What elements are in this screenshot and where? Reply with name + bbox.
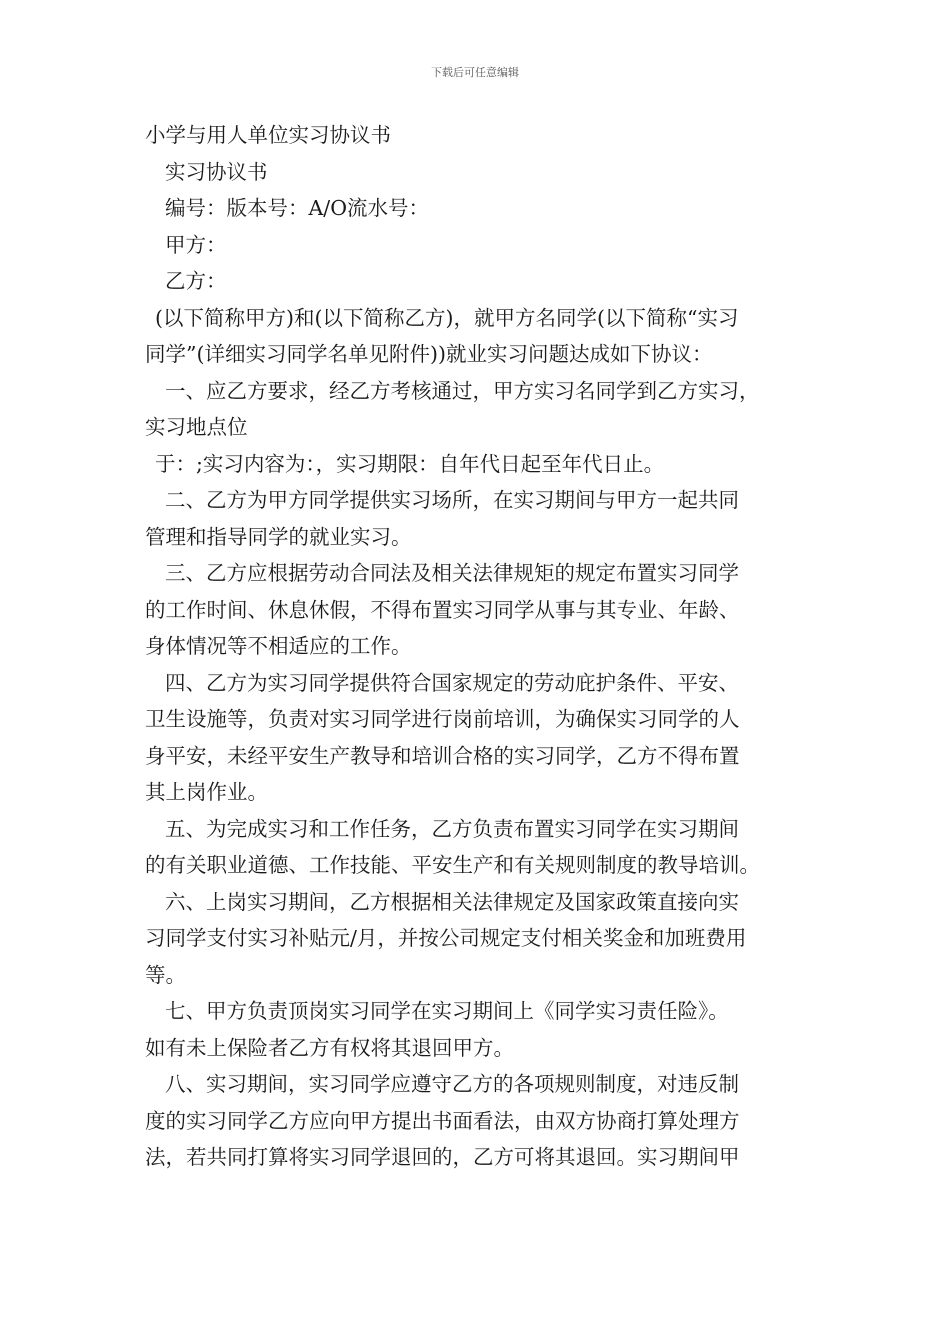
clause-4-line: 卫生设施等，负责对实习同学进行岗前培训，为确保实习同学的人 xyxy=(145,707,740,731)
clause-3-line: 的工作时间、休息休假，不得布置实习同学从事与其专业、年龄、 xyxy=(145,597,740,622)
clause-2-line: 管理和指导同学的就业实习。 xyxy=(145,524,412,549)
clause-7-line: 如有未上保险者乙方有权将其退回甲方。 xyxy=(145,1035,514,1060)
clause-3-line: 身体情况等不相适应的工作。 xyxy=(145,634,412,658)
clause-4-line: 其上岗作业。 xyxy=(145,780,268,804)
page-header: 下载后可任意编辑 xyxy=(431,66,519,79)
clause-4-line: 四、乙方为实习同学提供符合国家规定的劳动庇护条件、平安、 xyxy=(165,670,739,695)
agreement-subtitle: 实习协议书 xyxy=(165,159,268,184)
clause-2-line: 二、乙方为甲方同学提供实习场所，在实习期间与甲方一起共同 xyxy=(165,488,739,512)
clause-6-line: 习同学支付实习补贴元/月，并按公司规定支付相关奖金和加班费用 xyxy=(145,926,747,950)
party-b-line: 乙方： xyxy=(165,269,227,293)
document-body xyxy=(145,117,813,1176)
clause-1-line: 于：;实习内容为：，实习期限：自年代日起至年代日止。 xyxy=(155,451,665,476)
clause-3-line: 三、乙方应根据劳动合同法及相关法律规矩的规定布置实习同学 xyxy=(165,561,739,585)
clause-1-line: 一、应乙方要求，经乙方考核通过，甲方实习名同学到乙方实习， xyxy=(165,378,760,403)
number-line: 编号：版本号：A/O流水号： xyxy=(165,196,430,220)
clause-6-line: 等。 xyxy=(145,962,186,987)
clause-6-line: 六、上岗实习期间，乙方根据相关法律规定及国家政策直接向实 xyxy=(165,889,739,914)
party-a-line: 甲方： xyxy=(165,232,227,257)
paragraph-line: 同学”(详细实习同学名单见附件))就业实习问题达成如下协议： xyxy=(145,342,713,366)
clause-5-line: 五、为完成实习和工作任务，乙方负责布置实习同学在实习期间 xyxy=(165,816,739,841)
document-title: 小学与用人单位实习协议书 xyxy=(145,123,391,147)
paragraph-line: (以下简称甲方)和(以下简称乙方)，就甲方名同学(以下简称“实习 xyxy=(155,305,739,330)
clause-8-line: 法，若共同打算将实习同学退回的，乙方可将其退回。实习期间甲 xyxy=(145,1145,740,1169)
clause-4-line: 身平安，未经平安生产教导和培训合格的实习同学，乙方不得布置 xyxy=(145,743,740,768)
clause-8-line: 八、实习期间，实习同学应遵守乙方的各项规则制度，对违反制 xyxy=(165,1072,739,1096)
clause-8-line: 度的实习同学乙方应向甲方提出书面看法，由双方协商打算处理方 xyxy=(145,1108,740,1133)
clause-1-line: 实习地点位 xyxy=(145,415,248,439)
clause-7-line: 七、甲方负责顶岗实习同学在实习期间上《同学实习责任险》。 xyxy=(165,999,729,1023)
clause-5-line: 的有关职业道德、工作技能、平安生产和有关规则制度的教导培训。 xyxy=(145,853,760,877)
